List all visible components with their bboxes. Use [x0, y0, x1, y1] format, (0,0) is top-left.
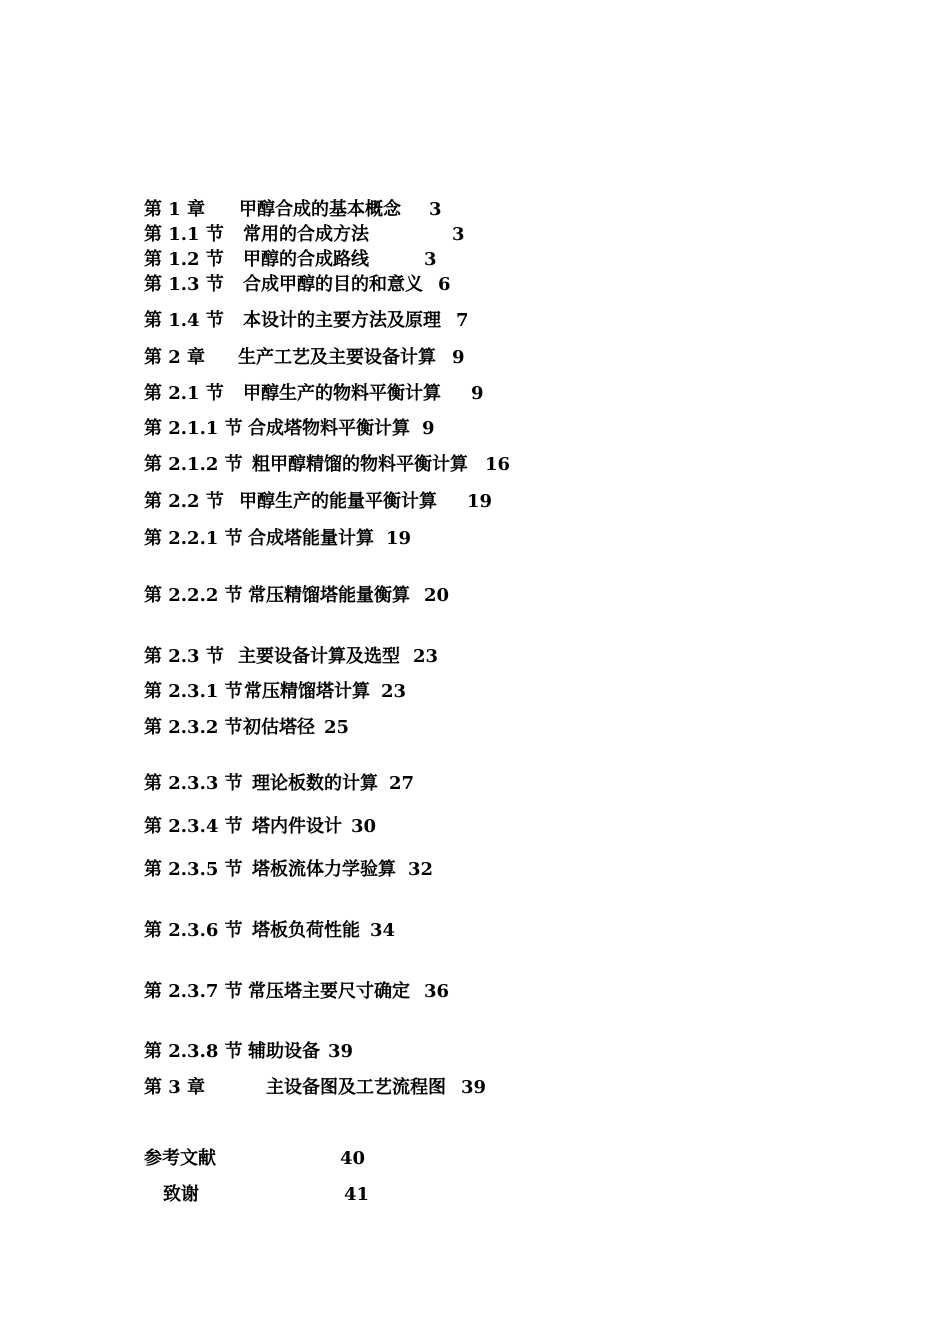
toc-entry-title: 本设计的主要方法及原理	[243, 310, 441, 331]
toc-entry-page: 36	[424, 981, 450, 1002]
toc-entry-number: 第 1.4 节	[144, 310, 224, 331]
toc-entry-number: 第 2.3.3 节	[144, 773, 243, 794]
toc-entry-title: 辅助设备	[248, 1041, 320, 1062]
toc-entry-title: 塔板负荷性能	[252, 920, 360, 941]
toc-entry-page: 41	[344, 1184, 370, 1205]
toc-entry-page: 16	[485, 454, 511, 475]
toc-entry-number: 第 2.3 节	[144, 646, 224, 667]
toc-entry-number: 第 2.3.5 节	[144, 859, 243, 880]
toc-entry-title: 生产工艺及主要设备计算	[238, 347, 436, 368]
toc-entry-page: 39	[328, 1041, 354, 1062]
toc-entry-title: 主要设备计算及选型	[238, 646, 400, 667]
toc-entry-title: 甲醇生产的能量平衡计算	[239, 491, 437, 512]
toc-entry-page: 27	[389, 773, 415, 794]
toc-entry-title: 常压精馏塔能量衡算	[248, 585, 410, 606]
toc-entry-page: 3	[429, 199, 442, 220]
toc-entry-page: 39	[461, 1077, 487, 1098]
toc-entry-page: 3	[452, 224, 465, 245]
toc-entry-page: 34	[370, 920, 396, 941]
toc-entry-page: 9	[452, 347, 465, 368]
toc-entry-title: 致谢	[163, 1184, 199, 1205]
toc-entry-page: 9	[422, 418, 435, 439]
toc-entry-title: 合成甲醇的目的和意义	[243, 274, 423, 295]
toc-entry-page: 19	[467, 491, 493, 512]
toc-entry-number: 第 2.3.6 节	[144, 920, 243, 941]
toc-entry-number: 第 2.2.2 节	[144, 585, 243, 606]
toc-entry-title: 参考文献	[144, 1148, 216, 1169]
toc-entry-page: 9	[471, 383, 484, 404]
toc-entry-title: 甲醇生产的物料平衡计算	[243, 383, 441, 404]
toc-entry-page: 20	[424, 585, 450, 606]
table-of-contents	[144, 0, 844, 1344]
toc-entry-number: 第 1 章	[144, 199, 206, 220]
toc-entry-title: 塔板流体力学验算	[252, 859, 396, 880]
toc-entry-number: 第 2.3.4 节	[144, 816, 243, 837]
toc-entry-title: 主设备图及工艺流程图	[266, 1077, 446, 1098]
toc-entry-page: 40	[340, 1148, 366, 1169]
toc-entry-page: 23	[381, 681, 407, 702]
toc-entry-title: 初估塔径	[243, 717, 315, 738]
toc-entry-page: 23	[413, 646, 439, 667]
toc-entry-page: 30	[351, 816, 377, 837]
toc-entry-title: 合成塔物料平衡计算	[248, 418, 410, 439]
toc-entry-number: 第 2.3.1 节	[144, 681, 243, 702]
toc-entry-page: 32	[408, 859, 434, 880]
toc-entry-number: 第 2.1.1 节	[144, 418, 243, 439]
toc-entry-number: 第 2.3.7 节	[144, 981, 243, 1002]
toc-entry-number: 第 3 章	[144, 1077, 206, 1098]
toc-entry-number: 第 1.2 节	[144, 249, 224, 270]
toc-entry-number: 第 2.3.8 节	[144, 1041, 243, 1062]
toc-entry-title: 粗甲醇精馏的物料平衡计算	[252, 454, 468, 475]
toc-entry-page: 7	[456, 310, 469, 331]
toc-entry-title: 理论板数的计算	[252, 773, 378, 794]
toc-entry-title: 塔内件设计	[252, 816, 342, 837]
toc-entry-number: 第 1.1 节	[144, 224, 224, 245]
toc-entry-title: 常压精馏塔计算	[244, 681, 370, 702]
toc-entry-page: 19	[386, 528, 412, 549]
toc-entry-page: 25	[324, 717, 350, 738]
toc-entry-number: 第 2.2.1 节	[144, 528, 243, 549]
toc-entry-number: 第 2.2 节	[144, 491, 224, 512]
toc-entry-page: 3	[424, 249, 437, 270]
toc-entry-number: 第 2 章	[144, 347, 206, 368]
toc-entry-title: 甲醇的合成路线	[243, 249, 369, 270]
toc-entry-page: 6	[438, 274, 451, 295]
toc-entry-number: 第 1.3 节	[144, 274, 224, 295]
toc-entry-title: 常压塔主要尺寸确定	[248, 981, 410, 1002]
toc-entry-number: 第 2.1.2 节	[144, 454, 243, 475]
toc-entry-number: 第 2.3.2 节	[144, 717, 243, 738]
toc-entry-number: 第 2.1 节	[144, 383, 224, 404]
toc-entry-title: 合成塔能量计算	[248, 528, 374, 549]
toc-entry-title: 甲醇合成的基本概念	[239, 199, 401, 220]
toc-entry-title: 常用的合成方法	[243, 224, 369, 245]
